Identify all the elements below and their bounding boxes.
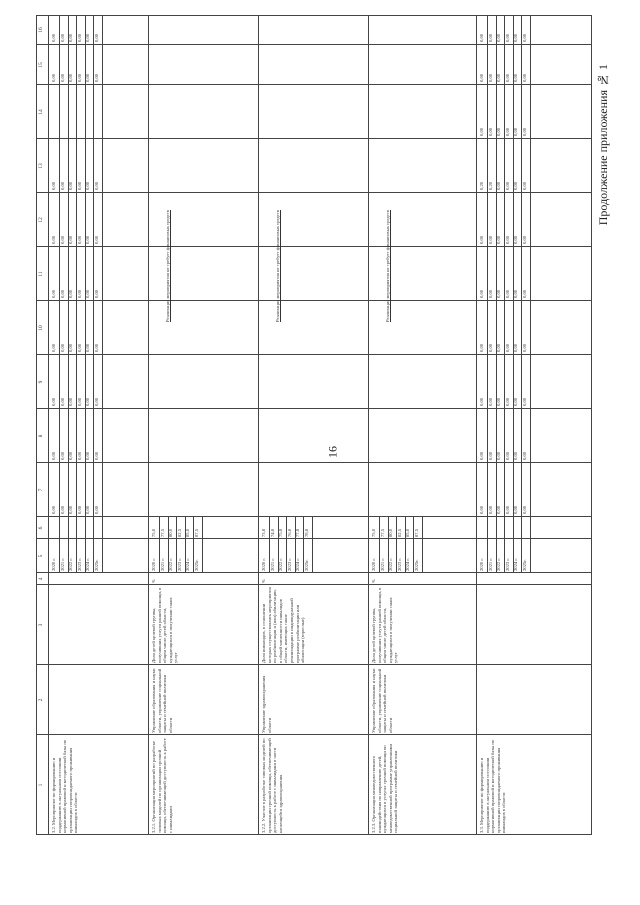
finance-value: 0,00 [94,343,99,352]
finance-value: 0,00 [85,343,91,352]
finance-value: 0,00 [94,289,99,298]
finance-value: 0,00 [513,181,519,190]
year-label: 2021 г. [159,558,165,571]
unit: % [151,579,156,583]
finance-value: 0,00 [522,451,527,460]
year-label: 2024 г. [513,558,519,571]
no-funding-note: Реализация мероприятия не требует финансовых средств [385,210,390,322]
column-line [36,354,592,355]
column-number: 12 [38,217,44,223]
finance-value: 0,00 [504,289,510,298]
indicator-value: 73,8 [261,528,266,537]
finance-value: 0,00 [94,451,99,460]
finance-value: 0,00 [59,181,65,190]
finance-value: 0,00 [76,235,82,244]
activity-name: 3.3. Мероприятие по формированию и поддержанию в актуальном состоянии нормативной правовой и методической базы по организации сопровождаемого проживания инвалидов в области [479,739,507,833]
finance-value: 0,00 [51,289,56,298]
finance-value: 0,00 [85,73,91,82]
finance-value: 0,00 [513,289,519,298]
finance-value: 0,00 [76,505,82,514]
year-label: 2025г. [94,559,99,571]
indicator-value: 76,8 [286,528,292,537]
column-line [36,734,592,735]
indicator-value: 77,5 [159,528,165,537]
finance-value: 0,00 [76,181,82,190]
finance-value: 0,00 [85,33,91,42]
activity-name: 3.2.2. Участие в разработке типовых моделей по организации срочной помощи, обеспечивающей доступность к работе с инвалидами в части касающейся здравоохранения [261,738,283,833]
finance-value: 0,00 [59,397,65,406]
column-line [36,192,592,193]
finance-value: 0,00 [496,181,502,190]
column-line [36,462,592,463]
finance-value: 0,00 [68,343,74,352]
finance-value: 0,00 [68,397,74,406]
finance-value: 0,00 [513,127,519,136]
executor [51,667,145,733]
finance-value: 0,00 [487,33,493,42]
indicator-value: 77,8 [295,528,301,537]
column-number: 3 [38,623,44,627]
unit [479,575,489,583]
finance-value: 0,00 [51,235,56,244]
column-number: 15 [38,62,44,68]
year-label: 2020 г. [151,558,156,571]
finance-value: 0,00 [504,343,510,352]
finance-value: 0,00 [94,73,99,82]
indicator-value: 85,0 [185,528,191,537]
column-line [36,44,592,45]
finance-value: 0,00 [504,451,510,460]
finance-value: 0,00 [94,397,99,406]
finance-value: 0,00 [513,33,519,42]
finance-value: 0,00 [51,343,56,352]
row-separator [368,15,369,835]
finance-value: 0,00 [522,33,527,42]
column-number: 10 [38,325,44,331]
column-number: 9 [38,380,44,384]
finance-value [60,88,68,136]
column-line [36,300,592,301]
executor [479,667,589,733]
column-number: 16 [38,27,44,33]
finance-value: 0,20 [479,181,484,190]
indicator-name: Доля инвалидов, в отношении которых осуществлялись мероприятия по реабилитации и (или) абилитации, в общей численности инвалидов области, имеющих такие рекомендации в индивидуальной программе реабилитации или абилитации (взрослые) [261,587,306,663]
finance-value: 0,00 [85,505,91,514]
finance-value: 0,00 [68,33,74,42]
finance-value: 0,00 [85,451,91,460]
column-line [36,408,592,409]
finance-value: 0,00 [487,505,493,514]
finance-value: 0,00 [479,343,484,352]
indicator-name [479,587,589,663]
year-label: 2021 г. [269,558,275,571]
indicator-value: 78,8 [304,528,309,537]
indicator-name: Доля детей целевой группы, получивших услуги ранней помощи, в общем числе детей области, нуждающихся в получении таких услуг [151,587,179,663]
finance-row-line [530,15,531,517]
finance-value: 0,00 [59,33,65,42]
finance-value: 0,00 [51,397,56,406]
finance-value: 0,00 [76,343,82,352]
finance-value: 0,00 [487,289,493,298]
year-label: 2020 г. [261,558,266,571]
finance-value: 0,00 [504,127,510,136]
row-separator [148,15,149,835]
finance-value: 0,00 [479,505,484,514]
unit [51,575,61,583]
data-table [36,15,592,835]
activity-name: 3.2. Мероприятие по формированию и поддержанию в актуальном состоянии нормативной правовой и методической базы по организации сопровождаемого проживания инвалидов в области [51,739,79,833]
finance-value: 0,00 [76,289,82,298]
indicator-value: 77,5 [379,528,385,537]
finance-value: 0,00 [94,181,99,190]
year-label: 2020 г. [479,558,484,571]
annex-title: Продолжение приложения № 1 [596,64,610,226]
indicator-value: 85,0 [405,528,411,537]
unit: % [261,579,266,583]
finance-value: 0,00 [68,505,74,514]
finance-value: 0,00 [496,235,502,244]
year-label: 2022 г. [168,558,174,571]
no-funding-note: Реализация мероприятия не требует финансовых средств [165,210,170,322]
column-number: 1 [38,783,44,787]
indicator-value: 87,5 [194,528,199,537]
finance-value: 0,00 [496,73,502,82]
year-label: 2021 г. [379,558,385,571]
finance-value: 0,00 [487,235,493,244]
finance-value: 0,00 [504,235,510,244]
year-label: 2024 г. [85,558,91,571]
indicator-value: 74,8 [269,528,275,537]
indicator-name [51,587,145,663]
year-label: 2020 г. [371,558,376,571]
finance-value: 0,00 [522,235,527,244]
executor: Управление здравоохранения области [261,675,272,733]
finance-value [77,88,85,136]
column-line [36,246,592,247]
finance-value: 0,00 [94,33,99,42]
finance-value: 0,00 [513,451,519,460]
finance-value: 0,00 [85,397,91,406]
column-line [36,138,592,139]
finance-value: 0,00 [59,73,65,82]
finance-value: 0,00 [513,397,519,406]
page-number: 16 [325,446,340,458]
finance-value: 0,00 [513,235,519,244]
activity-name: 3.2.3. Организация межведомственного взаимодействия по направлению детей, нуждающихся в услугах срочной помощи по межведомственной программе управлениями социальной защиты и семейной политики [371,744,399,833]
finance-value: 0,00 [522,505,527,514]
indicator-value: 75,0 [371,528,376,537]
year-row-line [102,517,103,573]
indicator-name: Доля детей целевой группы, получивших услуги ранней помощи, в общем числе детей области, нуждающихся в получении таких услуг [371,587,399,663]
year-label: 2024 г. [405,558,411,571]
executor: Управление образования и науки области, управление социальной защиты и семейной политики области [371,668,393,733]
finance-value: 0,00 [479,235,484,244]
finance-value: 0,00 [487,397,493,406]
column-line [36,84,592,85]
indicator-value: 80,0 [168,528,174,537]
year-label: 2020 г. [51,558,56,571]
table-border-right [36,15,592,16]
finance-value: 0,00 [496,343,502,352]
finance-value [68,88,76,136]
row-separator [476,15,477,835]
finance-value: 0,00 [504,505,510,514]
year-label: 2021 г. [59,558,65,571]
column-line [36,572,592,573]
finance-value: 0,00 [51,181,56,190]
year-row-line [202,517,203,573]
finance-value [51,88,59,136]
finance-value: 0,00 [85,235,91,244]
year-label: 2023 г. [396,558,402,571]
year-label: 2023 г. [76,558,82,571]
finance-value: 0,00 [522,343,527,352]
finance-value: 0,00 [504,73,510,82]
finance-value: 0,00 [94,235,99,244]
finance-value: 0,00 [522,127,527,136]
finance-value: 0,00 [68,181,74,190]
finance-value: 0,00 [522,73,527,82]
year-label: 2024 г. [185,558,191,571]
column-number: 8 [38,434,44,438]
column-number: 5 [38,554,44,558]
finance-value: 0,00 [94,505,99,514]
finance-value [85,88,93,136]
indicator-value: 80,0 [388,528,394,537]
finance-value: 0,00 [496,127,502,136]
year-label: 2025г. [194,559,199,571]
finance-value: 0,00 [487,127,493,136]
year-label: 2022 г. [68,558,74,571]
finance-value: 0,00 [68,73,74,82]
finance-value: 0,00 [504,181,510,190]
finance-value: 0,00 [496,505,502,514]
year-label: 2023 г. [286,558,292,571]
finance-value: 0,00 [522,289,527,298]
finance-value: 0,00 [479,451,484,460]
finance-value: 0,00 [85,289,91,298]
finance-value: 0,00 [51,451,56,460]
column-number: 14 [38,109,44,115]
finance-value: 0,00 [51,33,56,42]
finance-value: 0,00 [76,73,82,82]
year-label: 2023 г. [176,558,182,571]
finance-value: 0,00 [513,343,519,352]
finance-value: 0,00 [496,33,502,42]
year-label: 2025г. [522,559,527,571]
column-number: 6 [38,526,44,530]
finance-value: 0,00 [51,505,56,514]
finance-value: 0,00 [496,397,502,406]
column-number: 4 [38,577,44,581]
finance-value: 0,00 [479,127,484,136]
finance-value: 0,00 [59,505,65,514]
finance-value: 0,00 [479,33,484,42]
year-label: 2023 г. [504,558,510,571]
finance-value: 0,20 [487,181,493,190]
row-separator [258,15,259,835]
finance-value [94,88,102,136]
finance-value: 0,00 [487,343,493,352]
year-row-line [530,517,531,573]
column-line [36,664,592,665]
finance-value: 0,00 [51,73,56,82]
finance-value: 0,00 [85,181,91,190]
finance-value: 0,00 [522,397,527,406]
unit: % [371,579,376,583]
finance-value: 0,00 [68,451,74,460]
year-label: 2021 г. [487,558,493,571]
column-line [36,584,592,585]
finance-row-line [102,15,103,517]
indicator-value: 82,5 [396,528,402,537]
finance-value: 0,00 [487,73,493,82]
finance-value: 0,00 [59,235,65,244]
finance-value: 0,00 [513,73,519,82]
executor: Управление образования и науки области, управление социальной защиты и семейной политики области [151,668,173,733]
finance-value: 0,00 [496,289,502,298]
finance-value: 0,00 [522,181,527,190]
finance-value: 0,00 [59,289,65,298]
finance-value: 0,00 [76,33,82,42]
finance-value: 0,00 [504,397,510,406]
year-label: 2025г. [304,559,309,571]
finance-value: 0,00 [496,451,502,460]
column-number: 2 [38,698,44,702]
column-line [36,516,592,517]
activity-name: 3.2.1. Организация мероприятий по разработке типовых моделей по организации срочной помощи, обеспечивающей доступность к работе с инвалидами [151,738,173,833]
finance-value: 0,00 [479,73,484,82]
finance-value: 0,00 [59,343,65,352]
finance-value: 0,00 [76,451,82,460]
indicator-value: 75,8 [278,528,284,537]
finance-value: 0,00 [76,397,82,406]
finance-value: 0,00 [487,451,493,460]
indicator-value: 75,0 [151,528,156,537]
finance-value: 0,00 [479,397,484,406]
year-label: 2022 г. [278,558,284,571]
table-border-left [36,834,592,835]
finance-value: 0,00 [504,33,510,42]
year-label: 2025г. [414,559,419,571]
year-row-line [312,517,313,573]
year-label: 2024 г. [295,558,301,571]
finance-value: 0,00 [59,451,65,460]
indicator-value: 82,5 [176,528,182,537]
no-funding-note: Реализация мероприятия не требует финансовых средств [275,210,280,322]
finance-value: 0,00 [68,235,74,244]
finance-value: 0,00 [68,289,74,298]
column-number: 13 [38,163,44,169]
finance-value: 0,00 [513,505,519,514]
column-number: 11 [38,271,44,277]
column-line [36,538,592,539]
year-row-line [422,517,423,573]
column-number: 7 [38,488,44,492]
year-label: 2022 г. [496,558,502,571]
finance-value: 0,00 [479,289,484,298]
indicator-value: 87,5 [414,528,419,537]
year-label: 2022 г. [388,558,394,571]
